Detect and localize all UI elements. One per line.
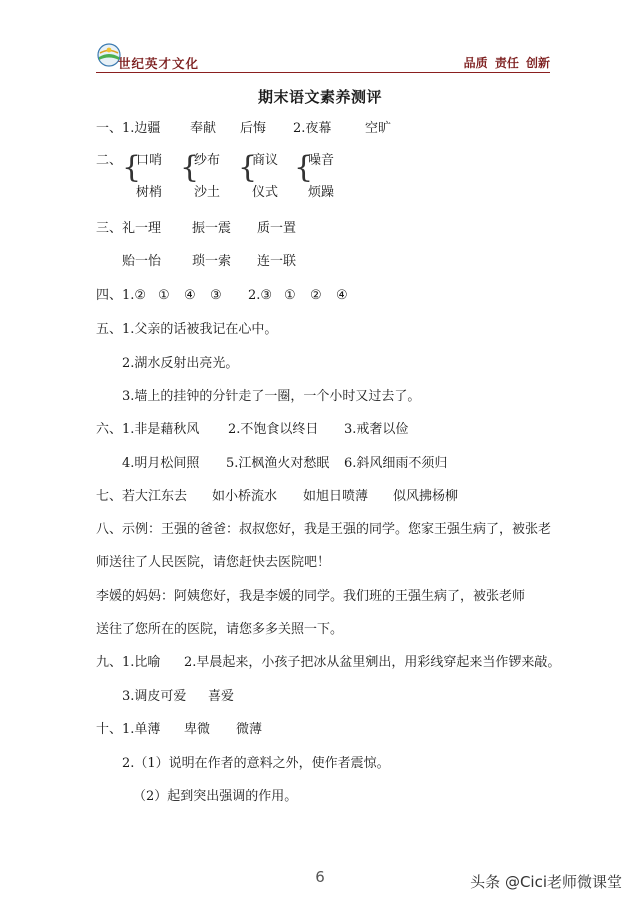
q8-text: 师送往了人民医院，请您赶快去医院吧！ <box>96 555 331 570</box>
q4-choice: ④ <box>184 288 196 303</box>
question-9-line1 <box>96 654 560 672</box>
q4-label: 四、 <box>96 288 123 303</box>
question-8-line1 <box>96 521 551 539</box>
page-header <box>96 40 550 74</box>
q2-top: 纱布 <box>194 153 221 168</box>
q3-item: 贻一怡 <box>122 254 162 269</box>
page-number: 6 <box>315 868 325 886</box>
header-rule <box>96 72 550 73</box>
q3-item: 礼一理 <box>122 221 162 236</box>
q9-item: 3.调皮可爱 <box>122 689 187 704</box>
question-5-line1 <box>96 321 277 339</box>
q5-label: 五、 <box>96 322 123 337</box>
brand-name: 世纪英才文化 <box>118 56 200 71</box>
q1-item: 奉献 <box>190 121 217 136</box>
q2-bottom: 树梢 <box>136 185 163 200</box>
q1-item: 1.边疆 <box>122 121 161 136</box>
q1-item: 后悔 <box>240 121 267 136</box>
q4-choice: ② <box>310 288 322 303</box>
q6-item: 2.不饱食以终日 <box>228 422 319 437</box>
question-6-row1 <box>96 421 408 439</box>
q4-choice: ④ <box>336 288 348 303</box>
page-title: 期末语文素养测评 <box>257 88 382 106</box>
q6-item: 6.斜风细雨不须归 <box>344 456 448 471</box>
q1-label: 一、 <box>96 121 123 136</box>
q4-choice: ① <box>284 288 296 303</box>
q9-item: 喜爱 <box>208 689 235 704</box>
q2-bottom: 沙土 <box>194 185 221 200</box>
q1-item: 空旷 <box>365 121 392 136</box>
question-10-line1 <box>96 721 262 739</box>
q9-item: 2.早晨起来，小孩子把冰从盆里剜出，用彩线穿起来当作锣来敲。 <box>184 655 561 670</box>
q7-label: 七、 <box>96 489 123 504</box>
q3-item: 连一联 <box>257 254 297 269</box>
q7-item: 若大江东去 <box>122 489 188 504</box>
q5-line: 3.墙上的挂钟的分针走了一圈，一个小时又过去了。 <box>122 389 421 404</box>
q2-top: 商议 <box>252 153 279 168</box>
q3-item: 质一置 <box>257 221 297 236</box>
q7-item: 如旭日喷薄 <box>303 489 369 504</box>
q6-item: 4.明月松间照 <box>122 456 200 471</box>
q10-label: 十、 <box>96 722 123 737</box>
watermark: 头条 @Cici老师微课堂 <box>470 873 622 891</box>
brace-icon: { <box>180 150 200 185</box>
q6-label: 六、 <box>96 422 123 437</box>
q6-item: 3.戒奢以俭 <box>344 422 409 437</box>
q6-item: 5.江枫渔火对愁眠 <box>226 456 330 471</box>
q2-bottom: 仪式 <box>252 185 279 200</box>
q4-choice: ① <box>158 288 170 303</box>
q2-bottom: 烦躁 <box>308 185 335 200</box>
q6-item: 1.非是藉秋风 <box>122 422 200 437</box>
q4-part2-label: 2.③ <box>248 288 273 303</box>
question-1 <box>96 120 391 138</box>
q8-text: 李媛的妈妈：阿姨您好，我是李媛的同学。我们班的王强生病了，被张老师 <box>96 589 526 604</box>
question-6-row2 <box>122 455 447 473</box>
q10-item: 1.单薄 <box>122 722 161 737</box>
question-3-row1 <box>96 220 296 238</box>
q3-item: 振一震 <box>192 221 232 236</box>
brand-motto: 品质 责任 创新 <box>463 56 550 70</box>
q10-line: 2.（1）说明在作者的意料之外，使作者震惊。 <box>122 756 390 771</box>
q9-label: 九、 <box>96 655 123 670</box>
q10-item: 微薄 <box>236 722 263 737</box>
q1-item: 2.夜幕 <box>293 121 332 136</box>
question-4 <box>96 287 348 305</box>
question-3-row2 <box>122 253 296 271</box>
q2-label: 二、 <box>96 153 123 168</box>
q4-choice: ③ <box>210 288 222 303</box>
question-9-line2 <box>122 688 234 706</box>
q5-line: 1.父亲的话被我记在心中。 <box>122 322 278 337</box>
q8-label: 八、 <box>96 522 123 537</box>
q4-part1-label: 1.② <box>122 288 147 303</box>
question-7 <box>96 488 458 506</box>
q8-text: 示例：王强的爸爸：叔叔您好，我是王强的同学。您家王强生病了，被张老 <box>122 522 552 537</box>
q5-line: 2.湖水反射出亮光。 <box>122 356 239 371</box>
q2-top: 口哨 <box>136 153 163 168</box>
q3-label: 三、 <box>96 221 123 236</box>
q8-text: 送往了您所在的医院，请您多多关照一下。 <box>96 622 344 637</box>
brace-icon: { <box>238 150 258 185</box>
q3-item: 琐一索 <box>192 254 232 269</box>
q7-item: 似风拂杨柳 <box>393 489 459 504</box>
q2-top: 噪音 <box>308 153 335 168</box>
brace-icon: { <box>294 150 314 185</box>
brace-icon: { <box>122 150 142 185</box>
q9-item: 1.比喻 <box>122 655 161 670</box>
q7-item: 如小桥流水 <box>212 489 278 504</box>
q10-line: （2）起到突出强调的作用。 <box>133 789 298 804</box>
q10-item: 卑微 <box>184 722 211 737</box>
